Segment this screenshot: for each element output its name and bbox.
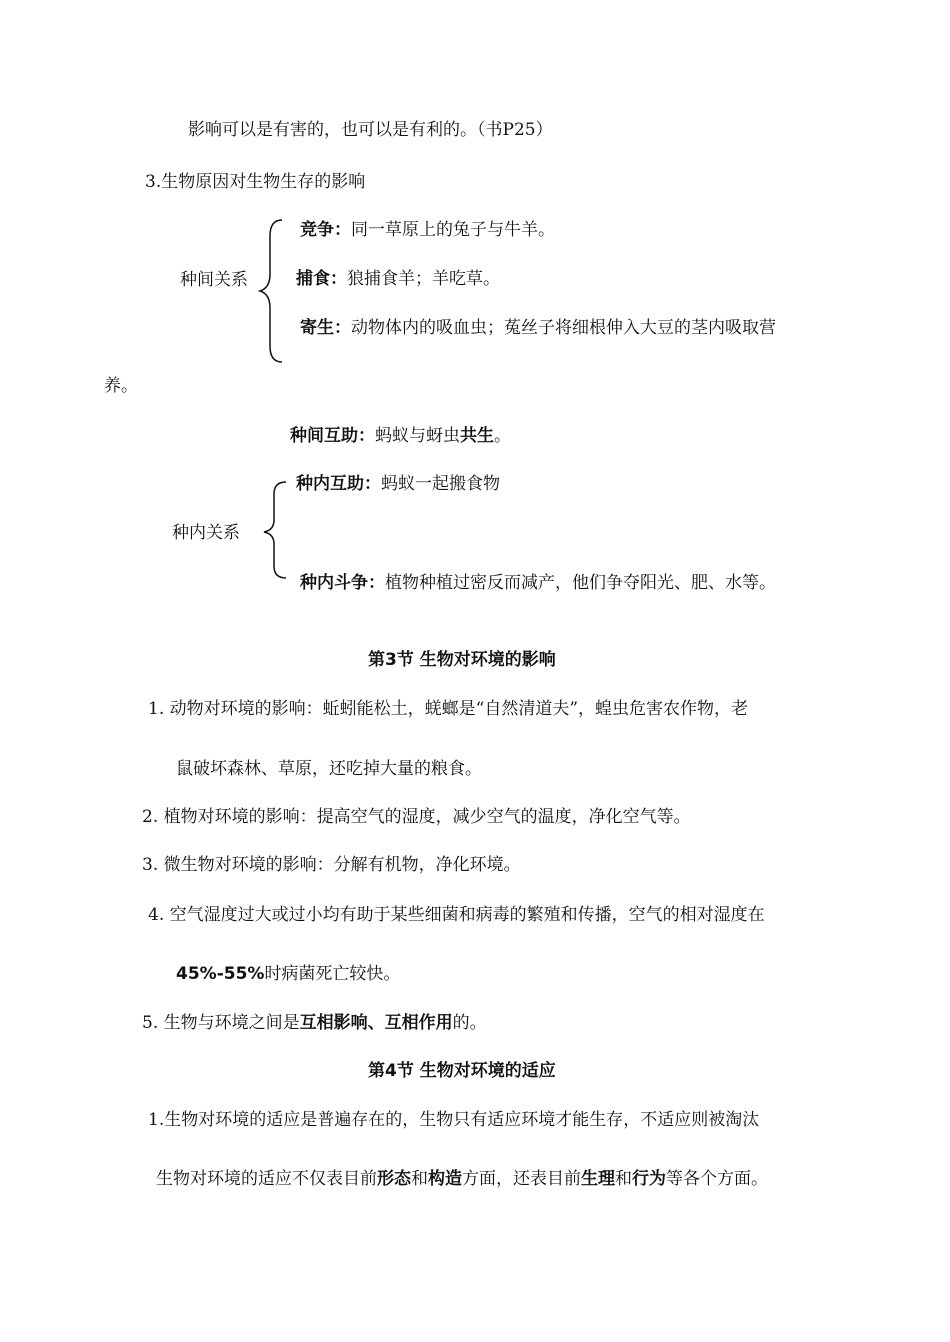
intraspecies-label: 种内关系 (172, 523, 240, 543)
mutualism-bold: 共生 (460, 426, 494, 446)
term-structure: 构造 (428, 1169, 462, 1189)
term-physiology: 生理 (581, 1169, 615, 1189)
mutualism-end: 。 (494, 426, 511, 446)
parasitism-text: 动物体内的吸血虫；菟丝子将细根伸入大豆的茎内吸取营 (351, 318, 776, 338)
section4-item1-line2 (156, 1167, 768, 1191)
intra-cooperation-line (296, 472, 500, 496)
section3-item4-text: 时病菌死亡较快。 (264, 964, 401, 984)
competition-term: 竞争： (300, 220, 351, 240)
section4-title: 第4节 生物对环境的适应 (368, 1061, 556, 1081)
text-segment: 生物对环境的适应不仅表目前 (156, 1169, 377, 1189)
predation-term: 捕食： (296, 269, 347, 289)
mutualism-line (290, 424, 511, 448)
intra-competition-text: 植物种植过密反而减产，他们争夺阳光、肥、水等。 (385, 573, 776, 593)
section3-item1-line1: 1. 动物对环境的影响：蚯蚓能松土，蜣螂是“自然清道夫”，蝗虫危害农作物，老 (148, 699, 749, 719)
interspecies-label: 种间关系 (180, 270, 248, 290)
text-segment: 等各个方面。 (666, 1169, 768, 1189)
intra-cooperation-text: 蚂蚁一起搬食物 (381, 474, 500, 494)
section3-item1-line2: 鼠破坏森林、草原，还吃掉大量的粮食。 (176, 759, 482, 779)
section4-item1-line1: 1.生物对环境的适应是普遍存在的，生物只有适应环境才能生存，不适应则被淘汰 (148, 1110, 760, 1130)
intra-cooperation-term: 种内互助： (296, 474, 381, 494)
section3-item4-line2 (176, 962, 400, 986)
intra-competition-line (300, 571, 776, 595)
parasitism-cont: 养。 (104, 376, 138, 396)
competition-text: 同一草原上的兔子与牛羊。 (351, 220, 555, 240)
mutualism-text: 蚂蚁与蚜虫 (375, 426, 460, 446)
term-morphology: 形态 (377, 1169, 411, 1189)
section3-item5-bold: 互相影响、互相作用 (299, 1013, 453, 1033)
term-behavior: 行为 (632, 1169, 666, 1189)
humidity-range: 45%-55% (176, 964, 265, 984)
text-segment: 和 (615, 1169, 632, 1189)
intraspecies-brace (260, 480, 290, 580)
section3-item5-pre: 5. 生物与环境之间是 (142, 1013, 300, 1033)
intra-competition-term: 种内斗争： (300, 573, 385, 593)
section3-item5-post: 的。 (452, 1013, 487, 1033)
text-segment: 和 (411, 1169, 428, 1189)
section2-item3-title: 3.生物原因对生物生存的影响 (145, 172, 366, 192)
section3-item5 (142, 1011, 487, 1035)
text-segment: 方面，还表目前 (462, 1169, 581, 1189)
parasitism-term: 寄生： (300, 318, 351, 338)
intro-line: 影响可以是有害的，也可以是有利的。（书P25） (188, 120, 553, 140)
predation-text: 狼捕食羊；羊吃草。 (347, 269, 500, 289)
competition-line (300, 218, 555, 242)
section3-item2: 2. 植物对环境的影响：提高空气的湿度，减少空气的温度，净化空气等。 (142, 807, 691, 827)
section3-title: 第3节 生物对环境的影响 (368, 650, 556, 670)
parasitism-line (300, 316, 776, 340)
mutualism-term: 种间互助： (290, 426, 375, 446)
section3-item3: 3. 微生物对环境的影响：分解有机物，净化环境。 (142, 855, 521, 875)
section3-item4-line1: 4. 空气湿度过大或过小均有助于某些细菌和病毒的繁殖和传播，空气的相对湿度在 (148, 905, 765, 925)
predation-line (296, 267, 500, 291)
interspecies-brace (256, 218, 286, 364)
